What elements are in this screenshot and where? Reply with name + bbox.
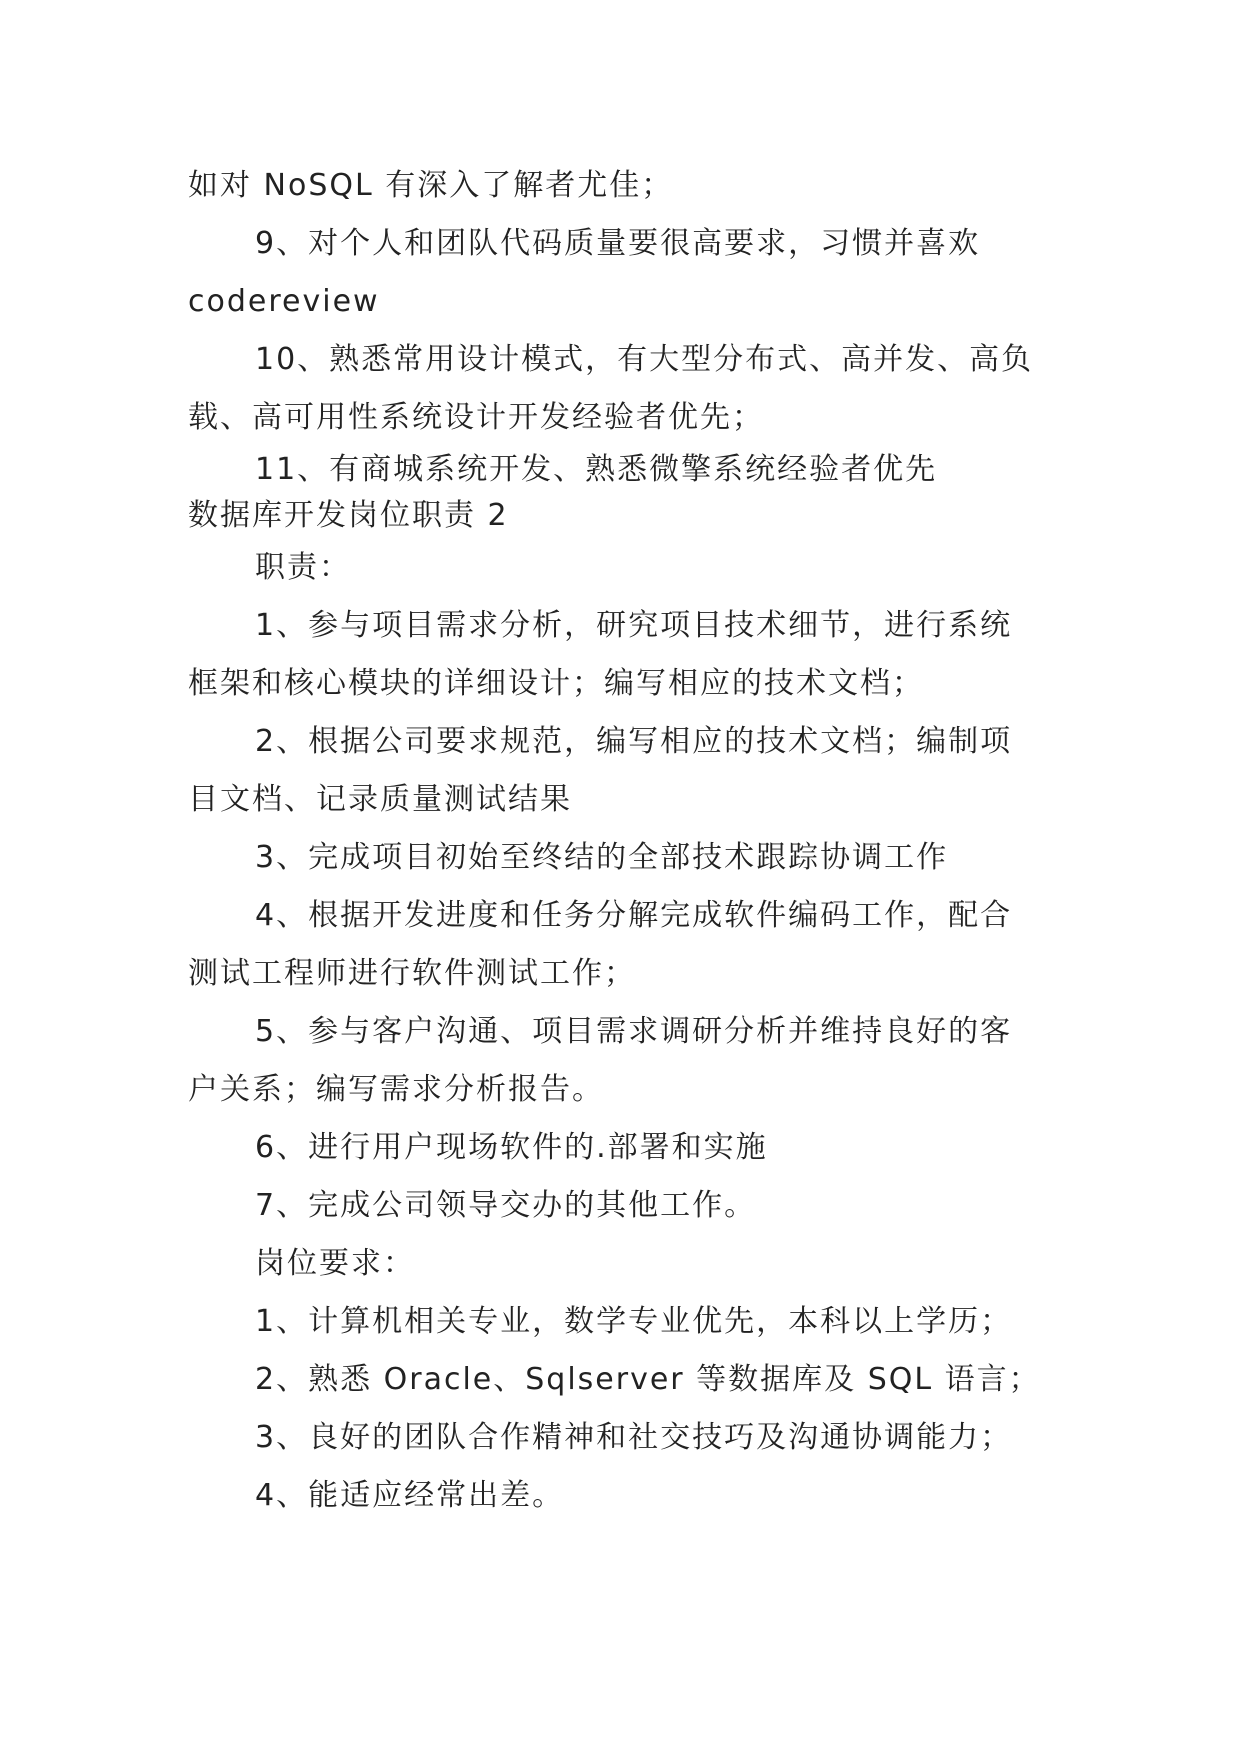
paragraph-line: 目文档、记录质量测试结果 [188,782,572,817]
paragraph-line: 1、计算机相关专业，数学专业优先，本科以上学历； [255,1304,1013,1339]
paragraph-line: 3、良好的团队合作精神和社交技巧及沟通协调能力； [255,1420,1013,1455]
paragraph-line: 4、能适应经常出差。 [255,1478,565,1513]
paragraph-line: 9、对个人和团队代码质量要很高要求，习惯并喜欢 [255,226,981,261]
paragraph-line: 5、参与客户沟通、项目需求调研分析并维持良好的客 [255,1014,1013,1049]
paragraph-line: codereview [188,284,380,319]
paragraph-line: 10、熟悉常用设计模式，有大型分布式、高并发、高负 [255,342,1034,377]
paragraph-line: 7、完成公司领导交办的其他工作。 [255,1188,757,1223]
document-body [188,157,1058,1525]
paragraph-line: 测试工程师进行软件测试工作； [188,956,636,991]
section-heading: 数据库开发岗位职责 2 [188,498,509,533]
paragraph-line: 载、高可用性系统设计开发经验者优先； [188,400,764,435]
paragraph-line: 2、熟悉 Oracle、Sqlserver 等数据库及 SQL 语言； [255,1362,1041,1397]
paragraph-line: 3、完成项目初始至终结的全部技术跟踪协调工作 [255,840,949,875]
paragraph-line: 6、进行用户现场软件的.部署和实施 [255,1130,768,1165]
paragraph-line: 如对 NoSQL 有深入了解者尤佳； [188,168,674,203]
paragraph-line: 4、根据开发进度和任务分解完成软件编码工作，配合 [255,898,1013,933]
paragraph-line: 1、参与项目需求分析，研究项目技术细节，进行系统 [255,608,1013,643]
paragraph-line: 框架和核心模块的详细设计；编写相应的技术文档； [188,666,924,701]
subheading-line: 岗位要求： [255,1246,415,1281]
paragraph-line: 11、有商城系统开发、熟悉微擎系统经验者优先 [255,452,938,487]
paragraph-line: 职责： [255,550,351,585]
paragraph-line: 户关系；编写需求分析报告。 [188,1072,604,1107]
paragraph-line: 2、根据公司要求规范，编写相应的技术文档；编制项 [255,724,1013,759]
